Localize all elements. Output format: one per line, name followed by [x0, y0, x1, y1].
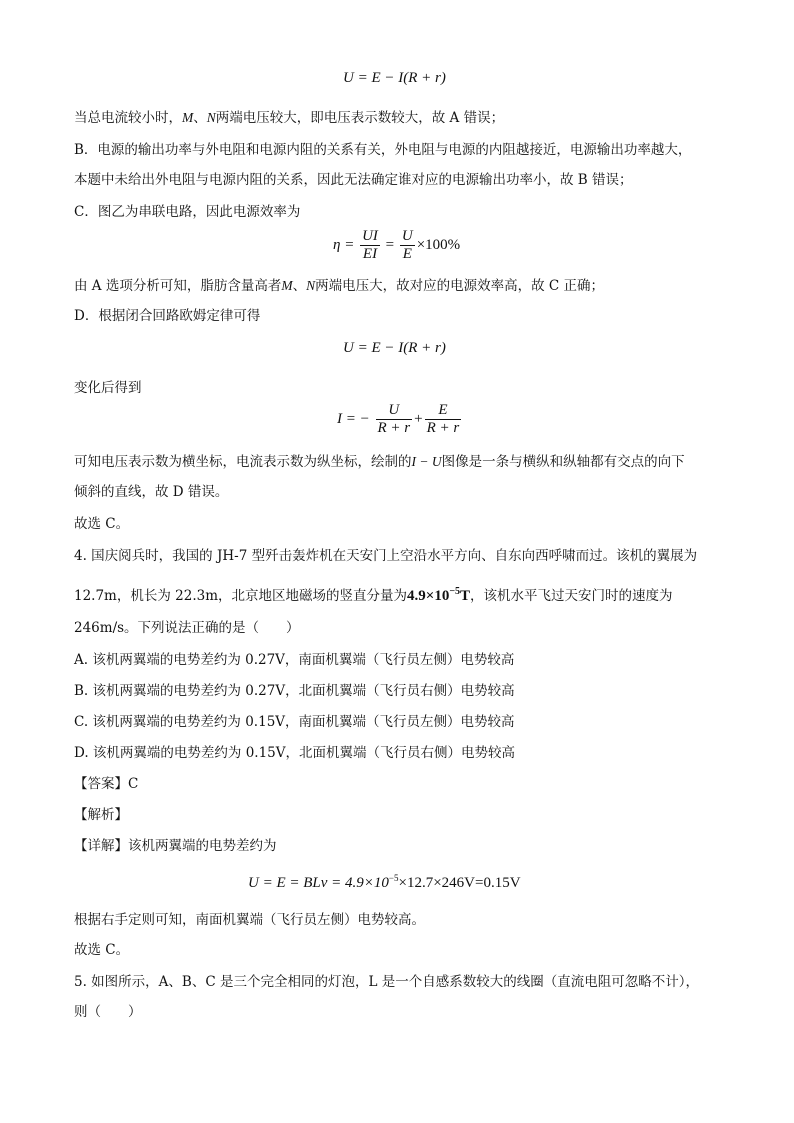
question-4-stem: 4. 国庆阅兵时，我国的 JH-7 型歼击轰炸机在天安门上空沿水平方向、自东向西呼啸而过。该机的翼展为: [74, 548, 698, 564]
option-d: D. 该机两翼端的电势差约为 0.15V，北面机翼端（飞行员右侧）电势较高: [74, 745, 516, 761]
question-4-stem: [74, 582, 673, 606]
eq-part: U = E = BLv = 4.9×10: [248, 875, 389, 891]
value-exponent: −5: [449, 586, 461, 597]
var-m: M: [281, 278, 293, 293]
paragraph-line: 本题中未给出外电阻与电源内阻的关系，因此无法确定谁对应的电源输出功率小，故 B 错误；: [74, 172, 633, 188]
answer-label: 【答案】C: [74, 776, 139, 792]
equation-current: [337, 402, 463, 437]
paragraph-line: 变化后得到: [74, 380, 142, 396]
paragraph-line: 倾斜的直线，故 D 错误。: [74, 484, 229, 500]
numerator: UI: [362, 228, 378, 244]
numerator: E: [425, 402, 462, 420]
option-a: A. 该机两翼端的电势差约为 0.27V，南面机翼端（飞行员左侧）电势较高: [74, 652, 515, 668]
denominator: EI: [362, 246, 378, 262]
equation-terminal-voltage: U = E − I(R + r): [343, 70, 446, 86]
option-b: B. 该机两翼端的电势差约为 0.27V，北面机翼端（飞行员右侧）电势较高: [74, 683, 515, 699]
value-base: 4.9×10: [407, 588, 450, 604]
eq-part: +: [414, 410, 423, 427]
paragraph-line: C．图乙为串联电路，因此电源效率为: [74, 204, 301, 220]
paragraph-line: D．根据闭合回路欧姆定律可得: [74, 308, 261, 324]
fraction: [360, 228, 380, 263]
var-n: N: [306, 278, 316, 293]
text-span: 由 A 选项分析可知，脂肪含量高者: [74, 278, 282, 294]
text-span: 两端电压大，故对应的电源效率高，故 C 正确；: [315, 278, 605, 294]
paragraph-line: [74, 276, 604, 296]
value-unit: T: [460, 588, 471, 604]
eq-part: =: [385, 236, 395, 253]
eq-exponent: −5: [388, 873, 399, 883]
denominator: R + r: [377, 420, 411, 436]
denominator: E: [402, 246, 412, 262]
text-span: 12.7m，机长为 22.3m，北京地区地磁场的竖直分量为: [74, 588, 408, 604]
option-c: C. 该机两翼端的电势差约为 0.15V，南面机翼端（飞行员左侧）电势较高: [74, 714, 515, 730]
question-4-stem: 246m/s。下列说法正确的是（ ）: [74, 620, 300, 636]
text-span: 、: [193, 110, 207, 126]
fraction: [376, 402, 413, 437]
paragraph-line: B．电源的输出功率与外电阻和电源内阻的关系有关，外电阻与电源的内阻越接近，电源输出功率越大，: [74, 142, 692, 158]
paragraph-line: 根据右手定则可知，南面机翼端（飞行员左侧）电势较高。: [74, 912, 425, 928]
fraction: [400, 228, 415, 263]
equation-emf: [248, 873, 521, 892]
var-iu: I − U: [411, 454, 442, 469]
analysis-label: 【解析】: [74, 807, 128, 823]
eq-part: ×100%: [416, 236, 461, 253]
question-5-stem: 则（ ）: [74, 1004, 142, 1020]
eq-part: η =: [333, 236, 355, 253]
numerator: U: [376, 402, 413, 420]
paragraph-line: [74, 452, 685, 472]
var-m: M: [182, 110, 194, 125]
paragraph-line: [74, 108, 504, 128]
detail-label: 【详解】该机两翼端的电势差约为: [74, 838, 277, 854]
denominator: R + r: [426, 420, 460, 436]
field-value: [407, 588, 470, 604]
equation-ohm-law: U = E − I(R + r): [343, 340, 446, 356]
eq-part: ×12.7×246V=0.15V: [398, 875, 521, 891]
fraction: [425, 402, 462, 437]
text-span: 可知电压表示数为横坐标，电流表示数为纵坐标，绘制的: [74, 454, 412, 470]
paragraph-line: 故选 C。: [74, 942, 130, 958]
eq-part: I = −: [337, 410, 370, 427]
text-span: 图像是一条与横纵和纵轴都有交点的向下: [441, 454, 685, 470]
paragraph-line: 故选 C。: [74, 516, 130, 532]
question-5-stem: 5. 如图所示，A、B、C 是三个完全相同的灯泡，L 是一个自感系数较大的线圈（直流电阻可忽略不计），: [74, 974, 699, 990]
text-span: ，该机水平飞过天安门时的速度为: [470, 588, 673, 604]
var-n: N: [206, 110, 216, 125]
equation-efficiency: [333, 228, 460, 263]
text-span: 当总电流较小时，: [74, 110, 182, 126]
text-span: 、: [292, 278, 307, 294]
text-span: 两端电压较大，即电压表示数较大，故 A 错误；: [215, 110, 505, 126]
numerator: U: [401, 228, 413, 244]
